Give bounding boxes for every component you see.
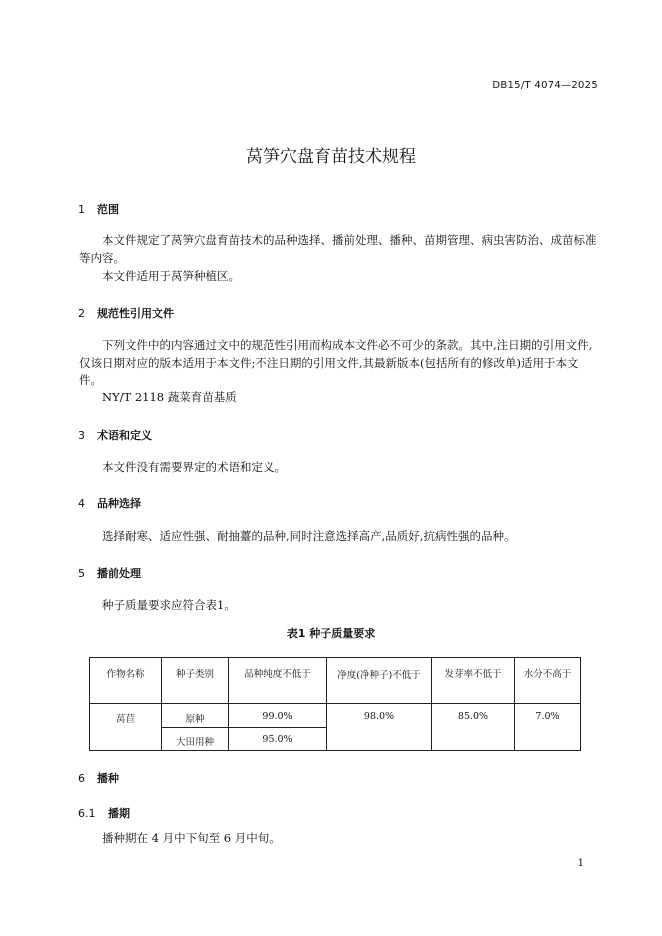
section-number: 4 (78, 497, 85, 510)
section-3-heading (78, 427, 152, 443)
purity-cell: 95.0% (229, 728, 327, 751)
table-header-cell: 发芽率不低于 (432, 658, 515, 704)
cleanliness-cell: 98.0% (327, 704, 432, 751)
document-title: 莴笋穴盘育苗技术规程 (246, 147, 416, 167)
table-header-cell: 品种纯度不低于 (229, 658, 327, 704)
table-caption: 表1 种子质量要求 (286, 627, 376, 640)
germination-cell: 85.0% (432, 704, 515, 751)
section-title: 品种选择 (97, 497, 141, 510)
section-2-heading (78, 305, 174, 321)
seed-quality-table (89, 657, 581, 751)
section-title: 范围 (97, 203, 119, 216)
table-header-row (90, 658, 581, 704)
normative-reference: NY/T 2118 蔬菜育苗基质 (102, 390, 237, 404)
seed-category-cell: 大田用种 (162, 728, 229, 751)
subsection-title: 播期 (108, 807, 130, 820)
table-header-cell: 水分不高于 (515, 658, 581, 704)
section-1-paragraph-2: 本文件适用于莴笋种植区。 (102, 269, 240, 283)
table-header-cell: 净度(净种子)不低于 (327, 658, 432, 704)
section-number: 1 (78, 203, 85, 216)
section-4-heading (78, 495, 141, 511)
section-title: 术语和定义 (97, 429, 152, 442)
seed-category-cell: 原种 (162, 704, 229, 728)
table-header-cell: 作物名称 (90, 658, 162, 704)
section-title: 播前处理 (97, 567, 141, 580)
section-number: 5 (78, 567, 85, 580)
section-5-paragraph-1: 种子质量要求应符合表1。 (102, 598, 236, 612)
moisture-cell: 7.0% (515, 704, 581, 751)
section-number: 6 (78, 772, 85, 785)
section-1-paragraph-1: 本文件规定了莴笋穴盘育苗技术的品种选择、播前处理、播种、苗期管理、病虫害防治、成苗标准等内容。 (79, 233, 597, 265)
section-6-heading (78, 770, 119, 786)
section-number: 2 (78, 307, 85, 320)
table-row (90, 704, 581, 728)
subsection-number: 6.1 (78, 807, 96, 820)
standard-number: DB15/T 4074—2025 (492, 80, 598, 91)
crop-name-cell: 莴苣 (90, 704, 162, 751)
section-2-paragraph-1: 下列文件中的内容通过文中的规范性引用而构成本文件必不可少的条款。其中,注日期的引用文件,仅该日期对应的版本适用于本文件;不注日期的引用文件,其最新版本(包括所有的修改单)适用于本文件。 (79, 338, 593, 387)
page-number: 1 (577, 858, 584, 869)
subsection-6-1-paragraph-1: 播种期在 4 月中下旬至 6 月中旬。 (102, 831, 281, 845)
section-title: 播种 (97, 772, 119, 785)
section-4-paragraph-1: 选择耐寒、适应性强、耐抽薹的品种,同时注意选择高产,品质好,抗病性强的品种。 (102, 529, 516, 543)
section-5-heading (78, 565, 141, 581)
purity-cell: 99.0% (229, 704, 327, 728)
section-title: 规范性引用文件 (97, 307, 174, 320)
section-number: 3 (78, 429, 85, 442)
section-3-paragraph-1: 本文件没有需要界定的术语和定义。 (102, 460, 286, 474)
subsection-6-1-heading (78, 805, 130, 821)
section-1-heading (78, 201, 119, 217)
table-header-cell: 种子类别 (162, 658, 229, 704)
